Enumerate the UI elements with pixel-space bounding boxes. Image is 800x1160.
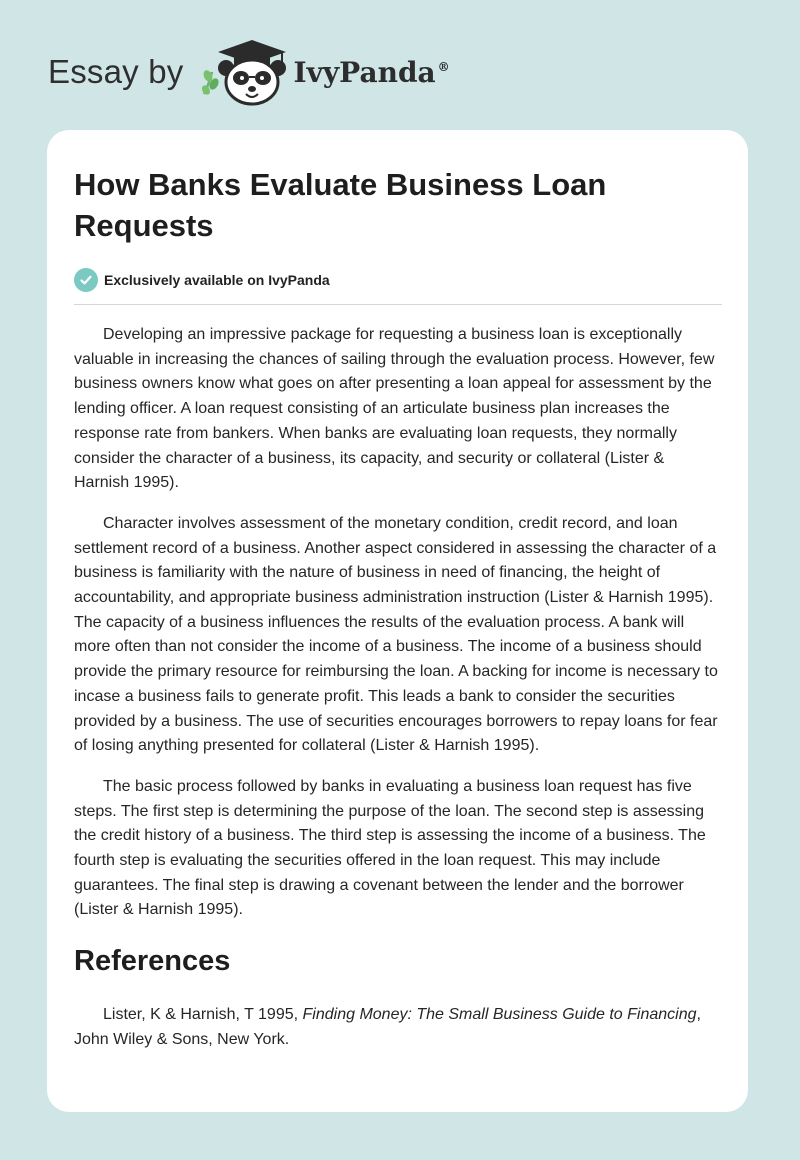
essay-card [47,130,748,1112]
reference-title: Finding Money: The Small Business Guide to Financing [302,1006,697,1024]
essay-by-label: Essay by [48,53,184,90]
body-paragraph: The basic process followed by banks in evaluating a business loan request has five steps. The first step is determining the purpose of the loan. The second step is assessing the credit history of a business. The third step is assessing the income of a business. The fourth step is evaluating the securities offered in the loan request. This may include guarantees. The final step is drawing a covenant between the lender and the borrower (Lister & Harnish 1995). [74,777,706,919]
reference-entry [74,1003,722,1052]
page-title: How Banks Evaluate Business Loan Requests [74,167,607,243]
check-circle-icon [74,268,98,292]
reference-publisher: , John Wiley & Sons, New York. [74,1006,701,1048]
body-paragraph: Character involves assessment of the monetary condition, credit record, and loan settlement record of a business. Another aspect considered in assessing the character of a business is familiarity with the nature of business in need of financing, the height of accountability, and appropriate business administration instruction (Lister & Harnish 1995). The capacity of a business influences the results of the evaluation process. A bank will more often than not consider the income of a business. The income of a business should provide the primary resource for reimbursing the loan. A backing for income is necessary to incase a business fails to generate profit. This leads a bank to consider the securities provided by a business. The use of securities encourages borrowers to repay loans for fear of losing anything presented for collateral (Lister & Harnish 1995). [74,514,718,755]
references-heading: References [74,945,231,978]
exclusive-badge-label: Exclusively available on IvyPanda [104,272,330,288]
body-paragraph: Developing an impressive package for requesting a business loan is exceptionally valuable in increasing the chances of sailing through the evaluation process. However, few business owners know what goes on after presenting a loan appeal for assessment by the lending officer. A loan request consisting of an articulate business plan increases the response rate from bankers. When banks are evaluating loan requests, they normally consider the character of a business, its capacity, and security or collateral (Lister & Harnish 1995). [74,326,715,492]
reference-authors: Lister, K & Harnish, T 1995, [103,1006,303,1024]
brand-name: IvyPanda ® [293,55,450,89]
brand-header[interactable] [48,36,450,108]
panda-logo-icon [198,36,290,108]
exclusive-badge [74,268,722,305]
